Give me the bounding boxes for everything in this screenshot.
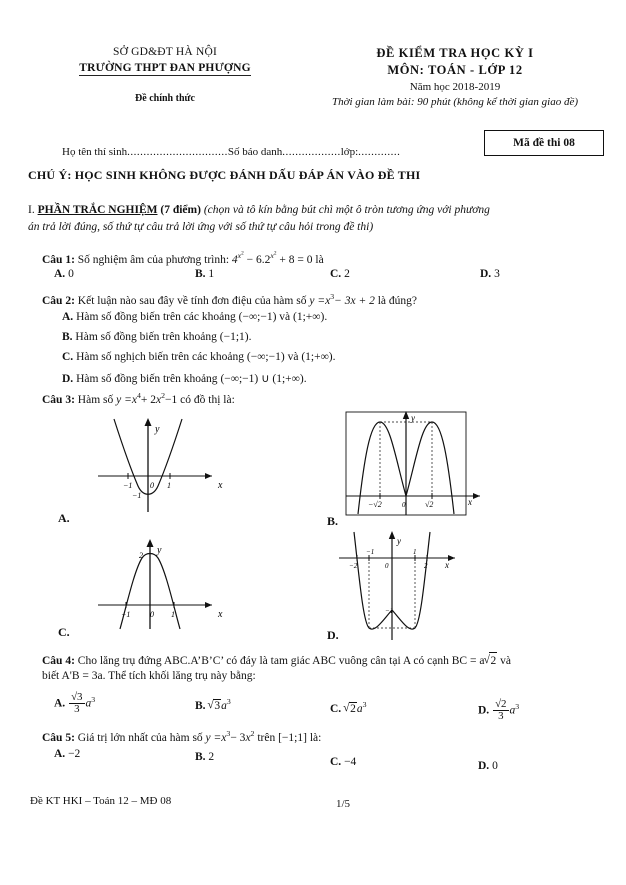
q4-opt-c-letter: C. [330, 703, 342, 715]
question-3-label: Câu 3: [42, 394, 75, 406]
q3-graph-b-letter: B. [327, 514, 339, 528]
q5-fn-pow2: 2 [250, 729, 255, 739]
question-2-function [309, 292, 377, 307]
q4-opt-a-suffix: a [85, 697, 92, 710]
q4-opt-a-pow: 3 [91, 694, 96, 704]
q2-opt-b-int1: (−1;1) [219, 331, 249, 343]
q4-opt-b-letter: B. [195, 700, 206, 712]
q3-graph-c-letter: C. [58, 625, 70, 639]
question-3-function [116, 391, 180, 406]
student-id-label: Số báo danh [227, 146, 283, 158]
question-3 [42, 392, 235, 410]
q3-fn-mid: + 2 [140, 394, 157, 406]
question-5-text-mid: trên [257, 732, 276, 744]
svg-text:0: 0 [150, 610, 154, 619]
q5-opt-c-value: −4 [344, 756, 357, 768]
q2-opt-c-end: . [332, 351, 336, 363]
q2-opt-b-letter: B. [62, 331, 73, 343]
q5-opt-d-value: 0 [492, 760, 498, 772]
question-5-function [205, 729, 258, 744]
part1-title: PHẦN TRẮC NGHIỆM [37, 204, 158, 216]
q2-opt-d-text: Hàm số đồng biến trên khoảng [76, 373, 218, 385]
student-name-label: Họ tên thí sinh [62, 146, 128, 158]
official-note: Đề chính thức [135, 93, 195, 104]
q5-opt-b-letter: B. [195, 751, 206, 763]
question-4-line2 [42, 668, 256, 686]
q5-fn-y: y = [205, 732, 222, 744]
svg-text:−1: −1 [132, 491, 142, 500]
q4-option-b[interactable] [195, 699, 231, 712]
q2-opt-a-end: . [324, 311, 328, 323]
q5-fn-term1: x [221, 732, 227, 744]
eq1-coef: 6.2 [256, 254, 271, 266]
question-1 [42, 252, 324, 270]
q2-option-b[interactable] [62, 331, 252, 343]
q4-option-a[interactable] [54, 692, 95, 716]
q4-option-c[interactable] [330, 702, 366, 715]
exam-title-line1: ĐỀ KIỂM TRA HỌC KỲ I [376, 46, 534, 60]
school-name: TRƯỜNG THPT ĐAN PHƯỢNG [79, 62, 251, 74]
question-5-text: Giá trị lớn nhất của hàm số [77, 732, 203, 744]
question-1-text: Số nghiệm âm của phương trình: [77, 254, 230, 266]
q2-opt-d-conj: ∪ [261, 373, 270, 385]
question-3-text-after: có đồ thị là: [180, 394, 235, 406]
q3-fn-y: y = [116, 394, 132, 406]
q3-graph-b[interactable] [340, 410, 515, 527]
q5-opt-a-value: −2 [68, 748, 81, 760]
q3-graph-a[interactable] [80, 414, 300, 519]
svg-text:0: 0 [150, 481, 154, 490]
q2-opt-c-letter: C. [62, 351, 74, 363]
q2-opt-d-int2: (1;+∞) [272, 373, 304, 385]
svg-text:−1: −1 [385, 607, 394, 615]
q3-graph-d-letter: D. [327, 628, 339, 642]
svg-text:−1: −1 [123, 481, 133, 490]
exam-title-line2: MÔN: TOÁN - LỚP 12 [387, 63, 523, 77]
q4-opt-c-pow: 3 [362, 700, 367, 710]
q2-opt-a-int1: (−∞;−1) [238, 311, 277, 323]
q2-opt-c-int2: (1;+∞) [301, 351, 333, 363]
q3-fn-rest: −1 [165, 394, 178, 406]
svg-text:y: y [157, 545, 162, 556]
q3-fn-pow1: 4 [136, 391, 141, 401]
q3-graph-a-letter: A. [58, 511, 70, 525]
q2-option-c[interactable] [62, 351, 335, 363]
student-class-blank[interactable]: ............. [358, 146, 401, 158]
question-2-text: Kết luận nào sau đây về tính đơn điệu của hàm số [77, 295, 307, 307]
q4-opt-c-sqrt-val: 2 [350, 703, 356, 715]
q4-opt-c-sqrt [344, 702, 357, 715]
q4-opt-b-sqrt-val: 3 [214, 700, 221, 712]
eq1-tail: + 8 = 0 [279, 254, 313, 266]
eq1-exp2-var: x [270, 251, 274, 261]
eq1-exp1-pow: 2 [241, 250, 244, 257]
q1-opt-d-value: 3 [494, 268, 500, 280]
svg-text:0: 0 [402, 501, 406, 509]
svg-text:1: 1 [171, 610, 175, 619]
svg-text:1: 1 [413, 548, 417, 556]
student-name-blank[interactable]: ............................... [127, 146, 228, 158]
q2-fn-y: y = [309, 295, 326, 307]
q5-option-a[interactable] [54, 748, 80, 760]
q3-fn-term1: x [131, 394, 137, 406]
q4-opt-a-letter: A. [54, 697, 66, 710]
svg-text:x: x [468, 497, 472, 507]
question-5 [42, 730, 321, 748]
student-id-blank[interactable]: .................. [282, 146, 341, 158]
q4-opt-d-letter: D. [478, 704, 490, 717]
q2-opt-c-conj: và [287, 351, 299, 363]
q2-opt-c-int1: (−∞;−1) [246, 351, 285, 363]
part1-heading [28, 202, 608, 237]
eq1-exp1-var: x [237, 251, 242, 261]
svg-text:2: 2 [139, 551, 143, 560]
q2-option-d[interactable] [62, 371, 307, 385]
part1-instruction-line1: (chọn và tô kín bằng bút chì một ô tròn tương ứng với phương [203, 204, 490, 216]
question-1-equation: $4^{x^2} - 6.2^{x^2} + 8 = 0$ là [231, 250, 324, 266]
q1-opt-d-letter: D. [480, 268, 492, 280]
question-2 [42, 293, 417, 311]
q5-option-b[interactable] [195, 751, 214, 763]
q2-fn-term1: x [325, 295, 331, 307]
q1-option-d[interactable] [480, 268, 500, 280]
svg-text:y: y [155, 424, 160, 435]
q4-option-d[interactable] [478, 699, 519, 723]
question-4-line1-tail: và [500, 655, 511, 667]
q1-option-b[interactable] [195, 268, 214, 280]
q3-fn-pow2: 2 [161, 391, 166, 401]
q4-opt-b-suffix: a [221, 700, 227, 712]
q1-opt-b-value: 1 [208, 268, 215, 280]
q4-opt-d-pow: 3 [515, 701, 520, 711]
svg-text:x: x [218, 480, 223, 491]
q2-fn-pow1: 3 [330, 292, 335, 302]
q3-graph-d[interactable] [335, 530, 515, 650]
svg-text:−1: −1 [366, 548, 375, 556]
eq1-after: là [315, 254, 324, 266]
q4-opt-b-pow: 3 [226, 697, 231, 707]
department-name: SỞ GD&ĐT HÀ NỘI [112, 46, 218, 58]
q4-opt-b-sqrt [208, 699, 221, 712]
school-year: Năm học 2018-2019 [409, 81, 501, 93]
q1-opt-a-value: 0 [68, 268, 74, 280]
svg-text:−√2: −√2 [368, 500, 382, 509]
q5-opt-b-value: 2 [208, 751, 215, 763]
q4-opt-d-num: √2 [495, 698, 507, 710]
q4-opt-a-fraction [69, 692, 84, 716]
q5-fn-term2: x [245, 732, 251, 744]
q1-opt-c-value: 2 [344, 268, 350, 280]
question-4-line1: Cho lăng trụ đứng ABC.A’B’C’ có đáy là tam giác ABC vuông cân tại A có cạnh BC = a [77, 655, 485, 667]
part1-points: (7 điểm) [160, 204, 201, 216]
eq1-base1: 4 [231, 254, 238, 266]
question-5-interval: [−1;1] [278, 732, 307, 744]
q2-opt-a-conj: và [279, 311, 291, 323]
exam-header [300, 46, 610, 108]
q4-opt-d-suffix: a [509, 704, 516, 717]
q5-fn-mid: − 3 [230, 732, 246, 744]
q2-opt-a-letter: A. [62, 311, 74, 323]
q4-opt-c-suffix: a [356, 703, 363, 715]
svg-text:2: 2 [424, 562, 428, 570]
q2-opt-a-int2: (1;+∞) [293, 311, 325, 323]
q2-opt-d-letter: D. [62, 373, 74, 385]
q4-opt-d-den: 3 [493, 710, 508, 722]
q5-option-c[interactable] [330, 756, 356, 768]
question-4-label: Câu 4: [42, 655, 75, 667]
q5-opt-a-letter: A. [54, 748, 66, 760]
q2-opt-c-text: Hàm số nghịch biến trên các khoảng [76, 351, 245, 363]
svg-text:−2: −2 [349, 562, 358, 570]
exam-notice: CHÚ Ý: HỌC SINH KHÔNG ĐƯỢC ĐÁNH DẤU ĐÁP ÁN VÀO ĐỀ THI [28, 168, 421, 182]
svg-text:√2: √2 [425, 500, 434, 509]
q2-option-a[interactable] [62, 311, 327, 323]
student-class-label: lớp: [340, 146, 359, 158]
q5-opt-c-letter: C. [330, 756, 342, 768]
q4-opt-a-num: √3 [71, 691, 83, 703]
svg-text:x: x [445, 560, 449, 570]
svg-text:1: 1 [167, 481, 171, 490]
footer-page-number: 1/5 [336, 798, 351, 810]
question-1-label: Câu 1: [42, 254, 75, 266]
q2-opt-d-int1: (−∞;−1) [220, 373, 259, 385]
q1-opt-b-letter: B. [195, 268, 206, 280]
question-3-text: Hàm số [77, 394, 114, 406]
q2-opt-d-end: . [303, 373, 307, 385]
q4-opt-a-den: 3 [69, 703, 84, 715]
exam-code-box [484, 130, 604, 156]
q4-opt-d-fraction [493, 699, 508, 723]
svg-text:y: y [411, 413, 415, 423]
q3-fn-term2: x [156, 394, 162, 406]
svg-text:x: x [218, 609, 223, 620]
footer-left: Đề KT HKI – Toán 12 – MĐ 08 [30, 795, 172, 807]
exam-duration: Thời gian làm bài: 90 phút (không kể thời gian giao đề) [331, 96, 579, 108]
q5-option-d[interactable] [478, 760, 498, 772]
eq1-exp2-pow: 2 [273, 250, 277, 257]
q4-sqrt2-val: 2 [489, 652, 497, 671]
q2-opt-b-text: Hàm số đồng biến trên khoảng [75, 331, 217, 343]
q5-fn-pow1: 3 [226, 729, 231, 739]
q3-graph-c[interactable] [80, 533, 300, 638]
exam-code-label: Mã đề thi 08 [513, 137, 575, 149]
school-header [40, 46, 290, 104]
part1-roman: I. [28, 204, 35, 216]
svg-text:−1: −1 [121, 610, 131, 619]
q5-opt-d-letter: D. [478, 760, 490, 772]
q2-opt-a-text: Hàm số đồng biến trên các khoảng [76, 311, 236, 323]
q2-fn-rest: − 3x + 2 [334, 295, 375, 307]
q1-opt-c-letter: C. [330, 268, 342, 280]
q1-option-c[interactable] [330, 268, 350, 280]
q1-option-a[interactable] [54, 268, 74, 280]
svg-text:y: y [397, 536, 401, 546]
question-5-text-after: là: [309, 732, 322, 744]
svg-text:0: 0 [385, 562, 389, 570]
q1-opt-a-letter: A. [54, 268, 66, 280]
part1-instruction-line2: án trả lời đúng, số thứ tự câu trả lời ứng với số thứ tự câu hỏi trong đề thi) [28, 221, 374, 234]
q4-line2-text: biết A'B = 3a. Thể tích khối lăng trụ này bằng: [42, 670, 256, 682]
q2-opt-b-end: . [248, 331, 252, 343]
question-5-label: Câu 5: [42, 732, 75, 744]
question-2-label: Câu 2: [42, 295, 75, 307]
question-2-text-after: là đúng? [377, 295, 418, 307]
student-info-line [62, 146, 400, 158]
q4-sqrt2 [484, 652, 497, 671]
